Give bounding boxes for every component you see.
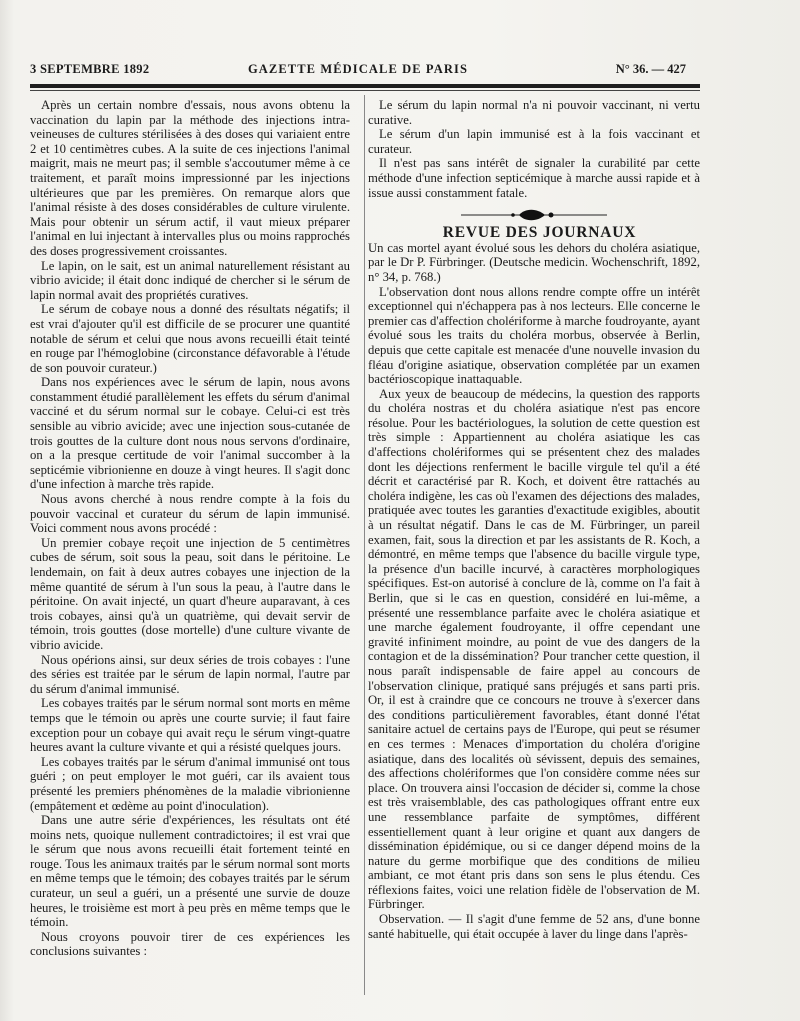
header-rule-thick [30,84,700,88]
right-column [368,98,700,941]
left-paragraph: Dans nos expériences avec le sérum de lapin, nous avons constamment étudié parallèlement les effets du sérum d'animal vacciné et du sérum normal sur le cobaye. Celui-ci est très sensible au vibrio avicide; avec une injection sous-cutanée de trois gouttes de la culture dont nous nous servons d'ordinaire, on a la presque certitude de voir l'animal succomber à la septicémie vibrionienne en douze à vingt heures. Il s'agit donc d'une infection à marche très rapide. [30,375,350,492]
left-paragraph: Un premier cobaye reçoit une injection de 5 centimètres cubes de sérum, soit sous la peau, soit dans le péritoine. Le lendemain, on fait à deux autres cobayes une injection de la même quantité de sérum à l'un sous la peau, à l'autre dans le péritoine. On avait injecté, un quart d'heure auparavant, à ces trois cobayes, ainsi qu'à un quatrième, qui devait servir de témoin, trois gouttes (dose mortelle) d'une culture vivante de vibrio avicide. [30,535,350,652]
journal-title: GAZETTE MÉDICALE DE PARIS [247,62,468,76]
header-date: 3 SEPTEMBRE 1892 [30,62,150,76]
left-paragraph: Après un certain nombre d'essais, nous avons obtenu la vaccination du lapin par la méthode des injections intra-veineuses de cultures stérilisées à des doses qui variaient entre 2 et 10 centimètres cubes. A la suite de ces injections l'animal maigrit, mais ne meurt pas; il semble s'accoutumer même à ce traitement, et paraît moins impressionné par les injections ultérieures que par les premières. On remarque alors que l'animal résiste à des doses considérables de culture virulente. Mais pour obtenir un sérum actif, il vaut mieux préparer l'animal en lui injectant à intervalles plus ou moins rapprochés des doses progressivement croissantes. [30,98,350,258]
left-paragraph: Le sérum de cobaye nous a donné des résultats négatifs; il est vrai d'ajouter qu'il est difficile de se procurer une quantité notable de sérum et celui que nous avons recueilli était teinté en rouge par l'hémoglobine (circonstance défavorable à l'étude de son pouvoir curateur.) [30,302,350,375]
conclusion-paragraph: Le sérum du lapin normal n'a ni pouvoir vaccinant, ni vertu curative. [368,98,700,127]
issue-page-number: N° 36. — 427 [615,62,686,76]
conclusion-paragraph: Il n'est pas sans intérêt de signaler la curabilité par cette méthode d'une infection septicémique à marche aussi rapide et à issue aussi constamment fatale. [368,156,700,200]
left-paragraph: Les cobayes traités par le sérum normal sont morts en même temps que le témoin ou après une courte survie; il faut faire exception pour un cobaye qui avait reçu le sérum vingt-quatre heures avant la culture vivante et qui a résisté quelques jours. [30,696,350,755]
left-paragraph: Le lapin, on le sait, est un animal naturellement résistant au vibrio avicide; il était donc indiqué de chercher si le sérum de lapin normal avait des propriétés curatives. [30,258,350,302]
article-heading: Un cas mortel ayant évolué sous les dehors du choléra asiatique, par le Dr P. Fürbringer. (Deutsche medicin. Wochenschrift, 1892, n° 34, p. 768.) [368,240,700,284]
conclusion-paragraph: Le sérum d'un lapin immunisé est à la fois vaccinant et curateur. [368,127,700,156]
article-paragraph: L'observation dont nous allons rendre compte offre un intérêt exceptionnel qui n'échappera pas à nos lecteurs. Elle concerne le premier cas d'affection cholériforme à marche foudroyante, ayant évolué sous les traits du choléra morbus, observée à Berlin, depuis que cette capitale est menacée d'une nouvelle invasion du fléau d'origine asiatique, observation complétée par un examen bactérioscopique inattaquable. [368,284,700,387]
left-paragraph: Dans une autre série d'expériences, les résultats ont été moins nets, quoique nullement contradictoires; il est vrai que le sérum que nous avons recueilli était fortement teinté en rouge. Tous les animaux traités par le sérum normal sont morts en même temps que le témoin; des cobayes traités par le sérum curateur, un seul a guéri, un a présenté une survie de douze heures, le troisième est mort à peu près en même temps que le témoin. [30,813,350,930]
section-divider-ornament [459,208,609,222]
section-title: REVUE DES JOURNAUX [442,224,637,242]
article-paragraph: Aux yeux de beaucoup de médecins, la question des rapports du choléra nostras et du choléra asiatique n'est pas encore résolue. Pour les bactériologues, la solution de cette question est très simple : Appartiennent au choléra asiatique les cas d'affections cholériformes qui se présentent chez des malades dont les déjections renferment le bacille virgule tel qu'il a été décrit et caractérisé par R. Koch, et doivent être rattachés au choléra indigène, les cas où l'examen des déjections des malades, pratiquée avec toutes les garanties d'exactitude exigibles, aboutit à un résultat négatif. Dans le cas de M. Fürbringer, un pareil examen, fait, sous la direction et par les assistants de R. Koch, a démontré, en même temps que l'absence du bacille virgule type, la présence d'un bacille incurvé, à caractères morphologiques spécifiques. Est-on autorisé à conclure de là, comme on l'a fait à Berlin, que si le cas en question, considéré en lui-même, a présenté une ressemblance parfaite avec le choléra asiatique et une marche également foudroyante, il offre cependant une gravité infiniment moindre, au point de vue des dangers de la contagion et de la dissémination? Pour trancher cette question, il nous paraît indispensable de faire appel au concours de l'observation clinique, pratiqué sans préjugés et sans parti pris. Or, il est à craindre que ce concours ne trouve à s'exercer dans des conditions particulièrement favorables, étant donné l'état sanitaire actuel de certains pays de l'Europe, qui peut se résumer en ces termes : Menaces d'importation du choléra d'origine asiatique, dans des localités où sévissent, depuis des semaines, des affections cholériformes que l'on considère comme nées sur place. On trouvera ainsi l'occasion de décider si, comme la chose est très vraisemblable, des cas pathologiques offrant entre eux une ressemblance parfaite de symptômes, différent essentiellement quant à leur origine et quant aux dangers de dissémination épidémique, ou si ce danger dépend moins de la nature du germe morbifique que des conditions de milieu ambiant, ce mot étant pris dans son sens le plus étendu. Ces réflexions faites, voici une relation fidèle de l'observation de M. Fürbringer. [368,386,700,912]
left-column [30,98,350,959]
observation-paragraph: Observation. — Il s'agit d'une femme de 52 ans, d'une bonne santé habituelle, qui était occupée à laver du linge dans l'après- [368,912,700,941]
left-paragraph: Nous croyons pouvoir tirer de ces expériences les conclusions suivantes : [30,929,350,959]
header-rule-thin [30,90,700,91]
left-paragraph: Nous avons cherché à nous rendre compte à la fois du pouvoir vaccinal et curateur du sérum de lapin immunisé. Voici comment nous avons procédé : [30,492,350,536]
left-paragraph: Nous opérions ainsi, sur deux séries de trois cobayes : l'une des séries est traitée par le sérum de lapin normal, l'autre par du sérum d'animal immunisé. [30,652,350,696]
left-paragraph: Les cobayes traités par le sérum d'animal immunisé ont tous guéri ; on peut employer le mot guéri, car ils avaient tous présenté les premiers phénomènes de la maladie vibrionienne (empâtement et œdème au point d'inoculation). [30,754,350,813]
page-header [30,60,686,82]
column-divider [364,95,365,995]
